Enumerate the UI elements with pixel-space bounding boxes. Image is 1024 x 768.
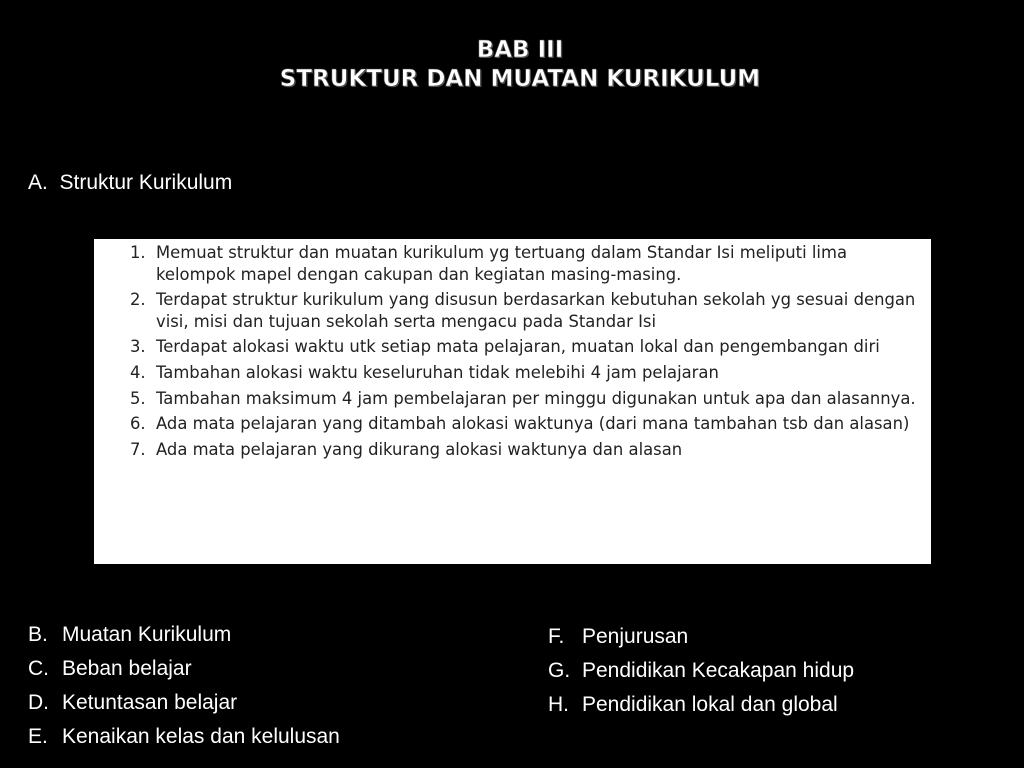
section-item-f	[548, 620, 854, 654]
section-item-h	[548, 688, 854, 722]
section-a-label: Struktur Kurikulum	[59, 171, 233, 194]
section-label: Beban belajar	[62, 657, 192, 680]
section-letter: C.	[28, 657, 49, 680]
section-a-heading	[28, 171, 232, 195]
section-letter: E.	[28, 725, 48, 748]
list-item-text: Tambahan alokasi waktu keseluruhan tidak melebihi 4 jam pelajaran	[156, 362, 719, 382]
list-item-number: 5.	[130, 388, 146, 408]
requirements-list	[130, 242, 920, 464]
list-item	[130, 289, 920, 332]
section-label: Pendidikan Kecakapan hidup	[582, 659, 855, 682]
list-item-text: Ada mata pelajaran yang dikurang alokasi waktunya dan alasan	[156, 439, 683, 459]
list-item	[130, 439, 920, 461]
list-item-number: 7.	[130, 439, 146, 459]
section-a-letter: A.	[28, 171, 48, 194]
section-label: Kenaikan kelas dan kelulusan	[62, 725, 340, 748]
section-label: Ketuntasan belajar	[62, 691, 238, 714]
title-line-1: BAB III	[476, 37, 564, 63]
section-label: Muatan Kurikulum	[62, 623, 232, 646]
section-item-g	[548, 654, 854, 688]
list-item-text: Ada mata pelajaran yang ditambah alokasi waktunya (dari mana tambahan tsb dan alasan)	[156, 414, 910, 434]
section-item-c	[28, 652, 340, 686]
section-letter: B.	[28, 623, 48, 646]
sections-right-column	[548, 620, 854, 722]
list-item	[130, 388, 920, 410]
page-title	[0, 36, 1024, 94]
list-item-text: Terdapat struktur kurikulum yang disusun berdasarkan kebutuhan sekolah yg sesuai dengan visi, misi dan tujuan sekolah serta mengacu pada Standar Isi	[156, 290, 916, 331]
list-item	[130, 362, 920, 384]
list-item	[130, 413, 920, 435]
section-item-d	[28, 686, 340, 720]
list-item-number: 6.	[130, 414, 146, 434]
list-item	[130, 242, 920, 285]
section-label: Pendidikan lokal dan global	[582, 693, 838, 716]
section-letter: G.	[548, 659, 571, 682]
title-line-2: STRUKTUR DAN MUATAN KURIKULUM	[279, 66, 761, 92]
section-label: Penjurusan	[582, 625, 689, 648]
section-item-e	[28, 720, 340, 754]
list-item-text: Memuat struktur dan muatan kurikulum yg tertuang dalam Standar Isi meliputi lima kelompok mapel dengan cakupan dan kegiatan masing-masing.	[156, 243, 847, 284]
list-item	[130, 336, 920, 358]
section-letter: F.	[548, 625, 565, 648]
list-item-number: 3.	[130, 337, 146, 357]
section-letter: D.	[28, 691, 49, 714]
section-item-b	[28, 618, 340, 652]
list-item-number: 4.	[130, 362, 146, 382]
structure-requirements-box	[94, 239, 931, 564]
list-item-number: 2.	[130, 290, 146, 310]
list-item-number: 1.	[130, 243, 146, 262]
section-letter: H.	[548, 693, 569, 716]
list-item-text: Terdapat alokasi waktu utk setiap mata pelajaran, muatan lokal dan pengembangan diri	[156, 337, 880, 357]
list-item-text: Tambahan maksimum 4 jam pembelajaran per minggu digunakan untuk apa dan alasannya.	[156, 388, 916, 408]
sections-left-column	[28, 618, 340, 754]
